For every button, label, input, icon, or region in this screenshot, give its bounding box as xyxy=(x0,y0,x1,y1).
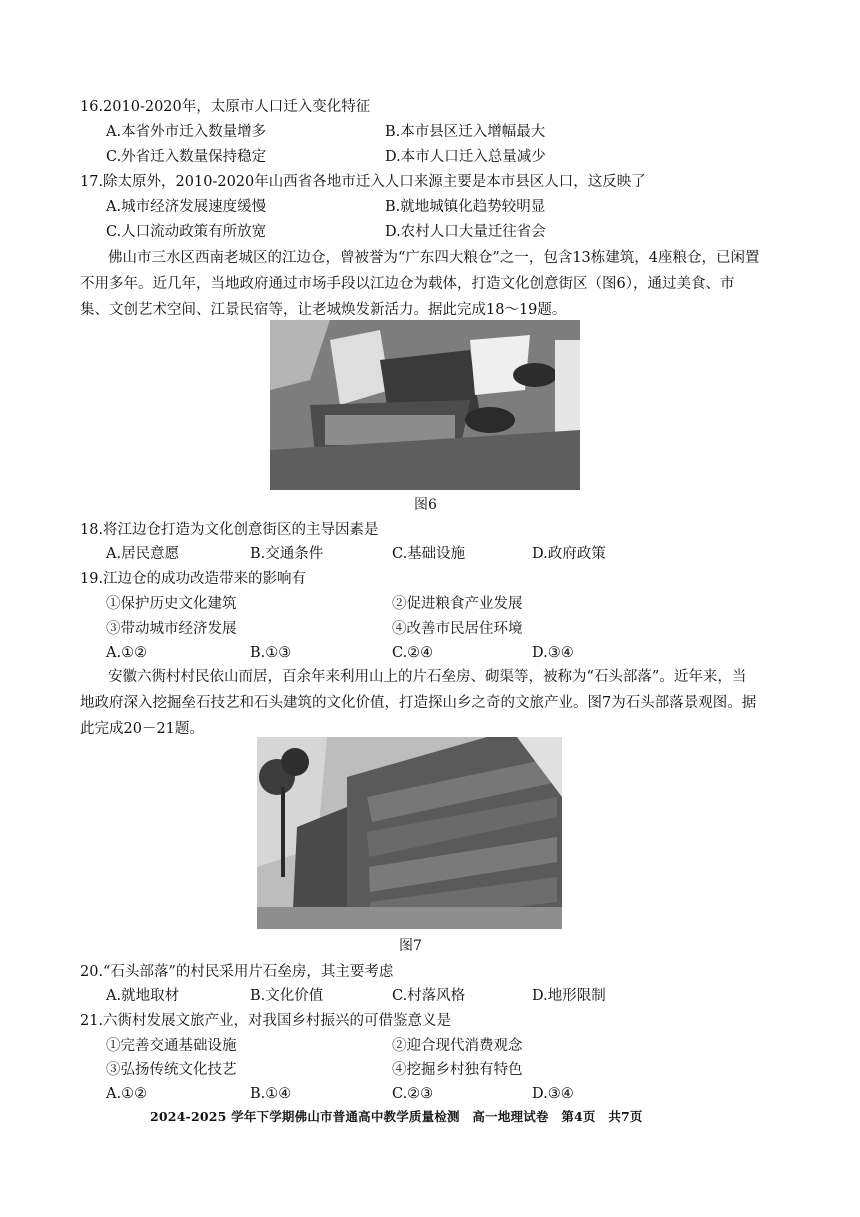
q21-stem: 21.六衖村发展文旅产业，对我国乡村振兴的可借鉴意义是 xyxy=(80,1013,452,1029)
q19-statement-4: ④改善市民居住环境 xyxy=(392,621,523,637)
figure-6-image xyxy=(270,320,580,490)
q16-option-b: B.本市县区迁入增幅最大 xyxy=(385,124,546,140)
q21-statement-1: ①完善交通基础设施 xyxy=(106,1038,237,1054)
q17-stem: 17.除太原外，2010-2020年山西省各地市迁入人口来源主要是本市县区人口，这反映了 xyxy=(80,174,646,190)
q21-option-a: A.①② xyxy=(106,1086,148,1102)
q18-stem: 18.将江边仓打造为文化创意街区的主导因素是 xyxy=(80,522,379,538)
q19-option-a: A.①② xyxy=(106,645,148,661)
q16-option-d: D.本市人口迁入总量减少 xyxy=(385,149,546,165)
q21-statement-3: ③弘扬传统文化技艺 xyxy=(106,1062,237,1078)
q18-option-b: B.交通条件 xyxy=(250,546,324,562)
figure-7-image xyxy=(257,737,562,929)
q20-option-b: B.文化价值 xyxy=(250,988,324,1004)
q16-option-c: C.外省迁入数量保持稳定 xyxy=(106,149,267,165)
q18-option-a: A.居民意愿 xyxy=(106,546,180,562)
q19-option-b: B.①③ xyxy=(250,645,292,661)
q19-option-d: D.③④ xyxy=(532,645,574,661)
q19-option-c: C.②④ xyxy=(392,645,434,661)
q17-option-d: D.农村人口大量迁往省会 xyxy=(385,224,546,240)
q20-option-c: C.村落风格 xyxy=(392,988,466,1004)
q20-stem: 20.“石头部落”的村民采用片石垒房，其主要考虑 xyxy=(80,964,394,980)
q21-option-d: D.③④ xyxy=(532,1086,574,1102)
q19-stem: 19.江边仓的成功改造带来的影响有 xyxy=(80,571,307,587)
q20-option-a: A.就地取材 xyxy=(106,988,180,1004)
q19-statement-3: ③带动城市经济发展 xyxy=(106,621,237,637)
q19-statement-2: ②促进粮食产业发展 xyxy=(392,596,523,612)
q18-option-c: C.基础设施 xyxy=(392,546,466,562)
q21-statement-2: ②迎合现代消费观念 xyxy=(392,1038,523,1054)
figure-6-caption: 图6 xyxy=(414,497,437,513)
q20-option-d: D.地形限制 xyxy=(532,988,606,1004)
q21-option-b: B.①④ xyxy=(250,1086,292,1102)
passage-jiangbiancang: 佛山市三水区西南老城区的江边仓，曾被誉为“广东四大粮仓”之一，包含13栋建筑，4座粮仓，已闲置不用多年。近几年，当地政府通过市场手段以江边仓为载体，打造文化创意街区（图6），通过美食、市集、文创艺术空间、江景民宿等，让老城焕发新活力。据此完成18～19题。 xyxy=(80,250,760,318)
q17-option-a: A.城市经济发展速度缓慢 xyxy=(106,199,267,215)
page-footer: 2024-2025 学年下学期佛山市普通高中教学质量检测 高一地理试卷 第4页 共7页 xyxy=(150,1109,643,1124)
passage-stone-tribe: 安徽六衖村村民依山而居，百余年来利用山上的片石垒房、砌渠等，被称为“石头部落”。近年来，当地政府深入挖掘垒石技艺和石头建筑的文化价值，打造探山乡之奇的文旅产业。图7为石头部落景观图。据此完成20－21题。 xyxy=(80,669,757,737)
q16-stem: 16.2010-2020年，太原市人口迁入变化特征 xyxy=(80,99,371,115)
q21-option-c: C.②③ xyxy=(392,1086,434,1102)
jiangbiancang-aerial-image xyxy=(270,320,580,490)
q19-statement-1: ①保护历史文化建筑 xyxy=(106,596,237,612)
q17-option-c: C.人口流动政策有所放宽 xyxy=(106,224,267,240)
figure-7-caption: 图7 xyxy=(399,938,422,954)
q16-option-a: A.本省外市迁入数量增多 xyxy=(106,124,267,140)
q18-option-d: D.政府政策 xyxy=(532,546,606,562)
stone-wall-image xyxy=(257,737,562,929)
q21-statement-4: ④挖掘乡村独有特色 xyxy=(392,1062,523,1078)
q17-option-b: B.就地城镇化趋势较明显 xyxy=(385,199,546,215)
